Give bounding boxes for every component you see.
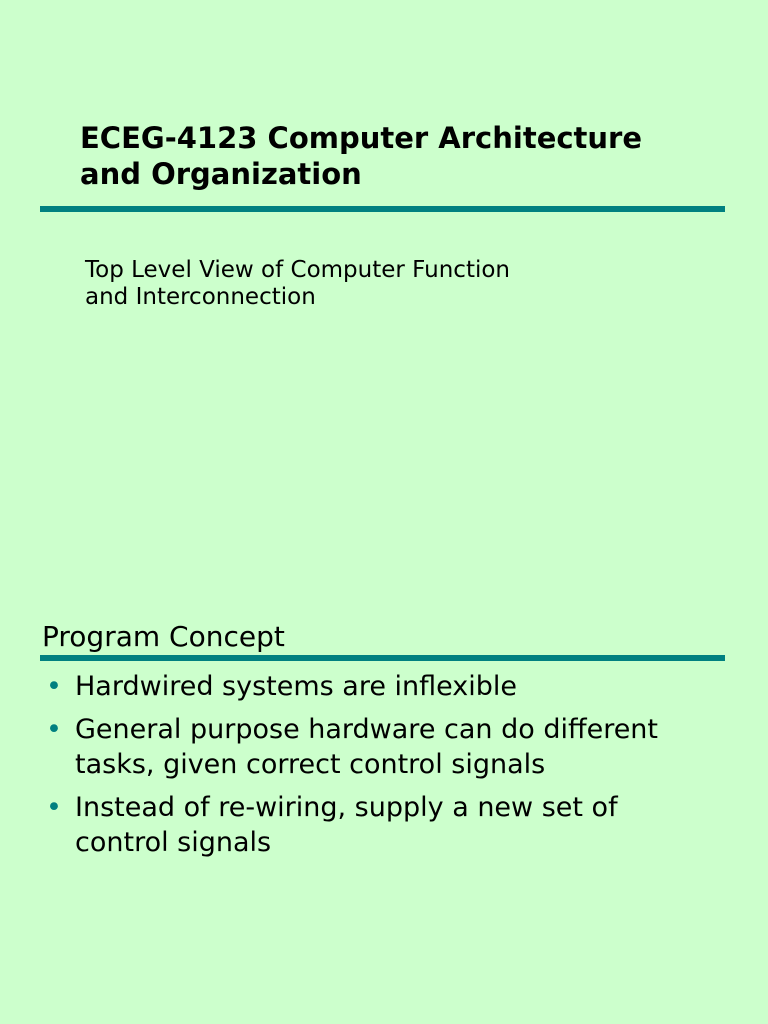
bullet-icon: • [46, 671, 62, 702]
bullet-text: Hardwired systems are inflexible [75, 671, 518, 702]
bullet-item [42, 712, 702, 782]
title-divider-rule [40, 206, 725, 212]
bullet-text: General purpose hardware can do different tasks, given correct control signals [75, 714, 659, 780]
slide-title: ECEG-4123 Computer Architecture and Organization [80, 121, 643, 191]
bullet-item [42, 790, 702, 860]
program-concept-slide [0, 512, 768, 1024]
bullet-icon: • [46, 714, 62, 745]
bullet-item [42, 669, 702, 704]
bullet-icon: • [46, 792, 62, 823]
bullet-text: Instead of re-wiring, supply a new set of control signals [75, 792, 618, 858]
bullet-list [42, 669, 702, 868]
slide-subtitle: Top Level View of Computer Function and Interconnection [85, 257, 510, 310]
slide-heading: Program Concept [42, 620, 285, 653]
heading-divider-rule [40, 655, 725, 661]
